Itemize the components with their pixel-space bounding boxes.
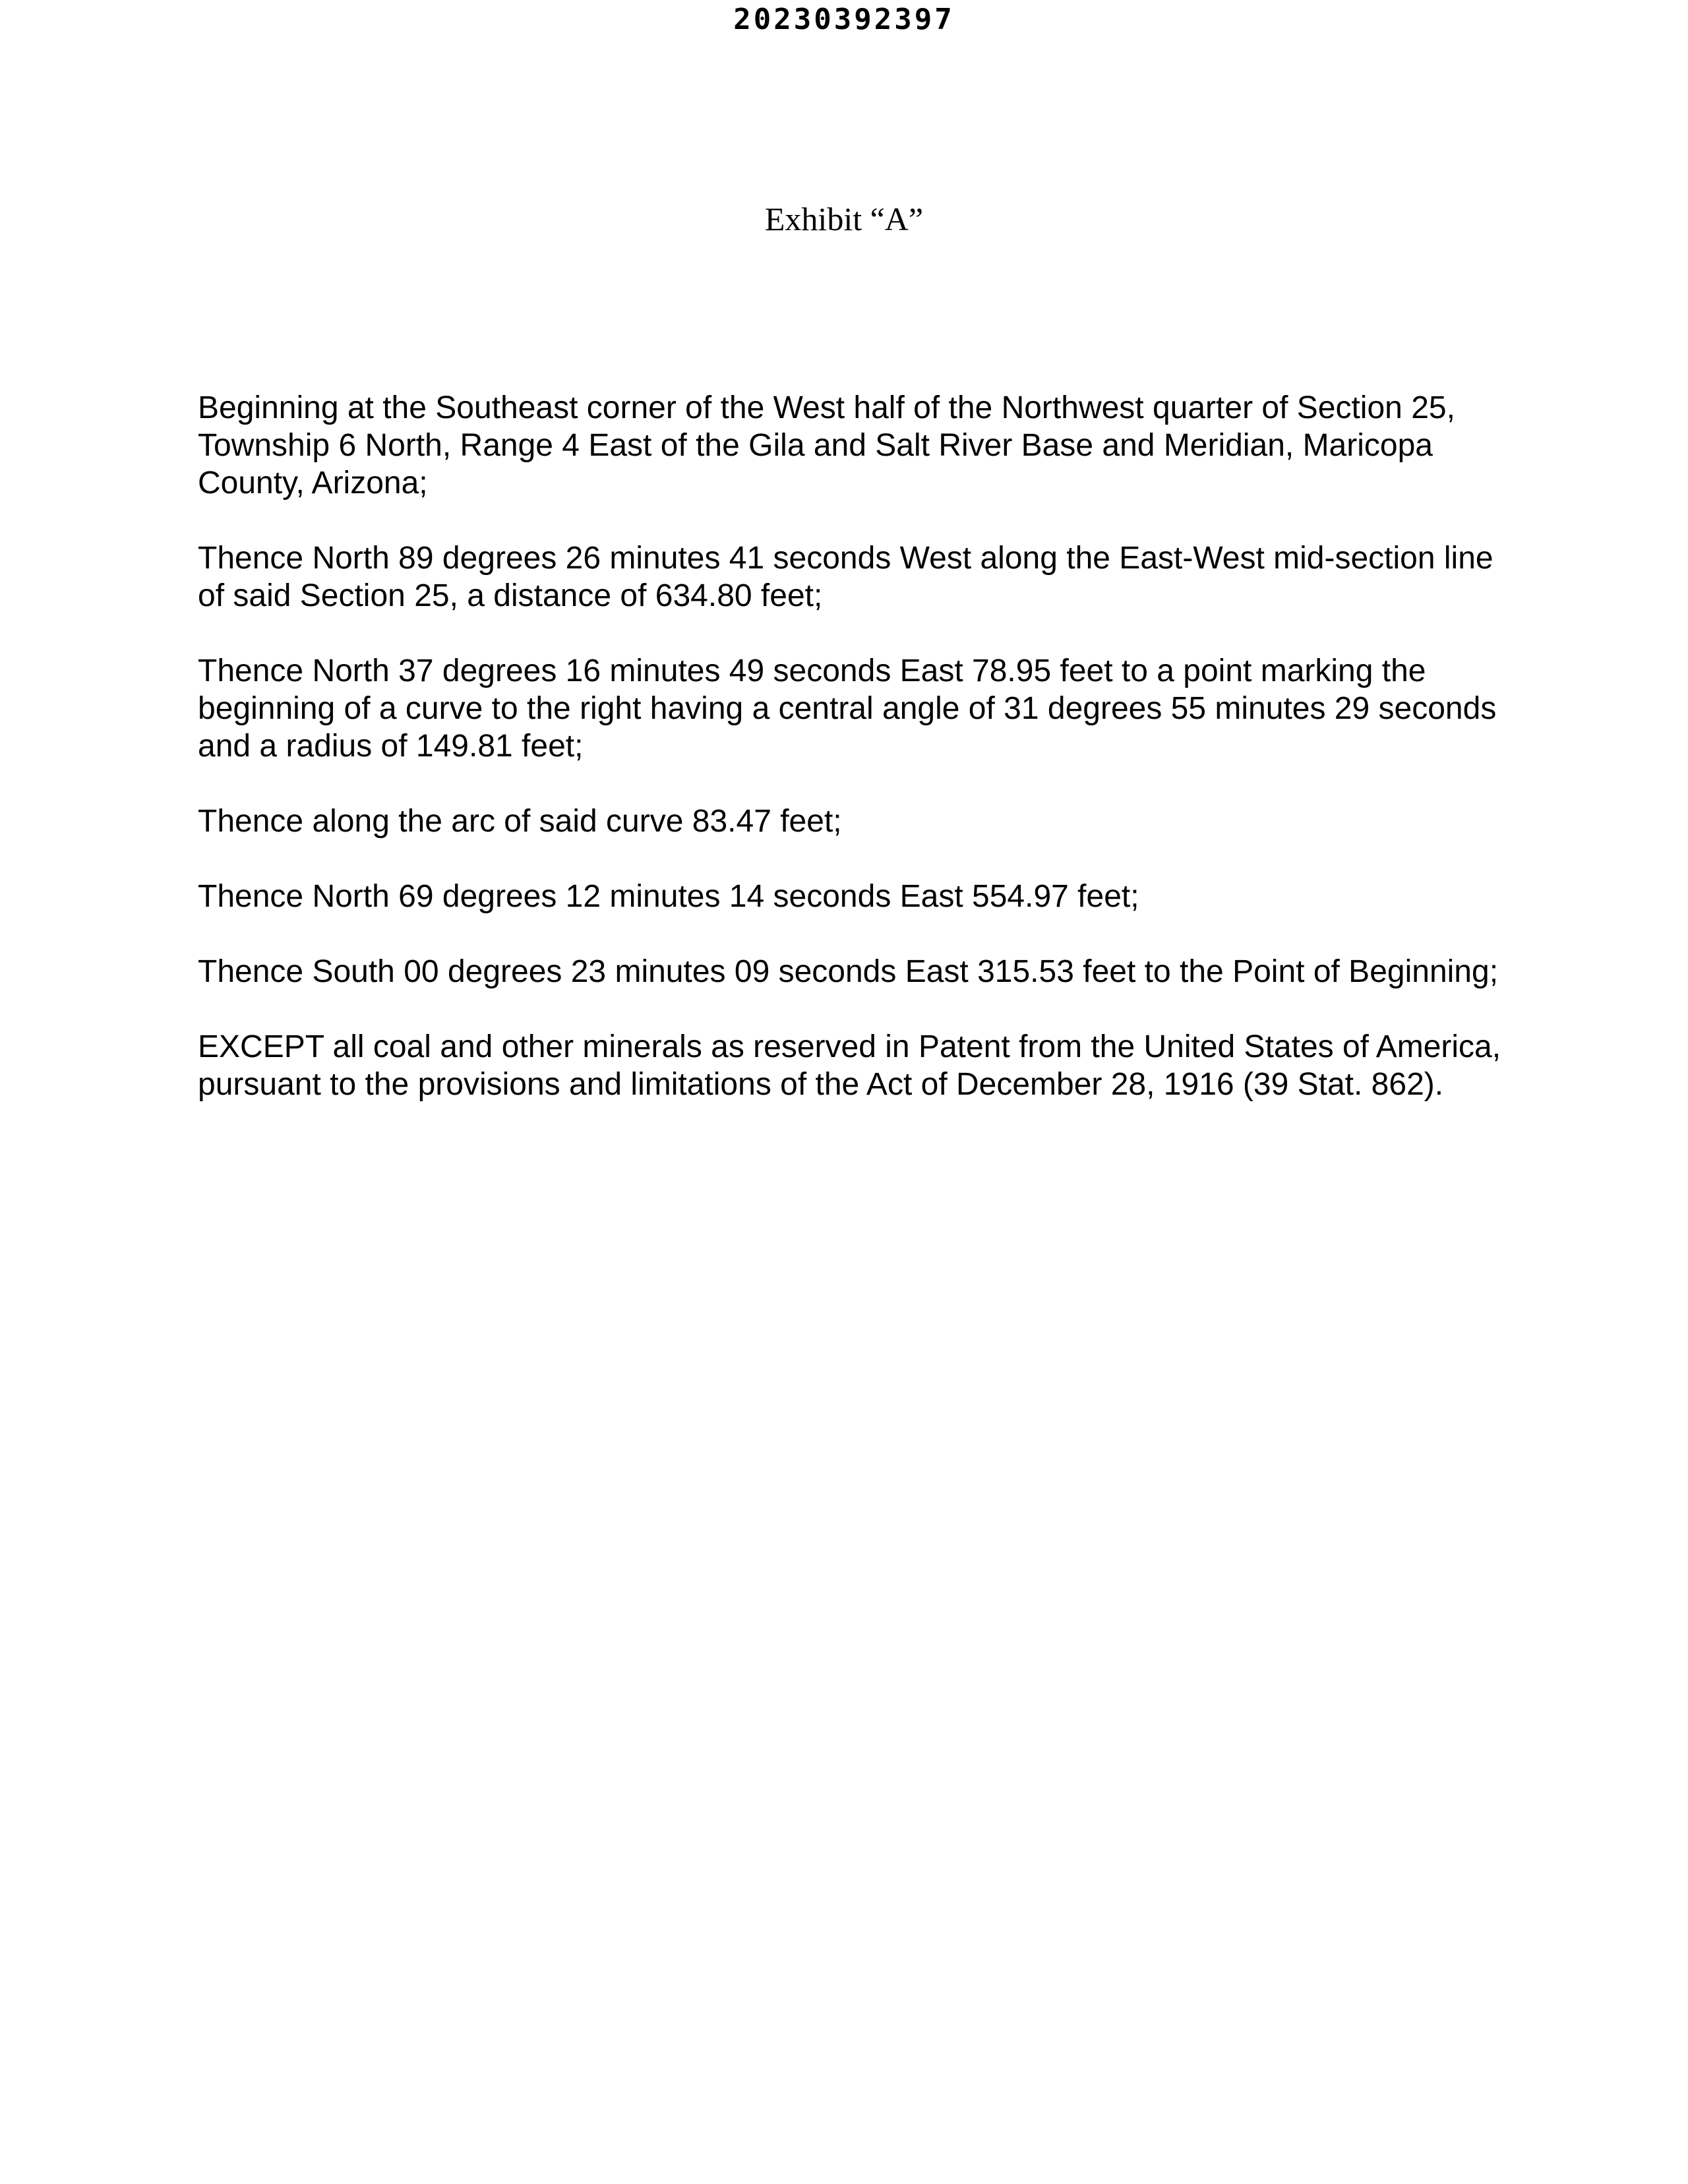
paragraph-point-of-beginning: Beginning at the Southeast corner of the West half of the Northwest quarter of Section 25, Township 6 North, Range 4 East of the Gila and Salt River Base and Meridian, Maricopa County, Arizona; (198, 390, 1455, 501)
exhibit-title: Exhibit “A” (764, 200, 924, 237)
paragraph-course-5: Thence South 00 degrees 23 minutes 09 seconds East 315.53 feet to the Point of Beginning; (198, 954, 1499, 989)
paragraph-course-1: Thence North 89 degrees 26 minutes 41 seconds West along the East-West mid-section line of said Section 25, a distance of 634.80 feet; (198, 541, 1493, 613)
paragraph-course-4: Thence North 69 degrees 12 minutes 14 seconds East 554.97 feet; (198, 879, 1139, 914)
legal-description (198, 389, 1510, 1141)
paragraph-exception: EXCEPT all coal and other minerals as reserved in Patent from the United States of America, pursuant to the provisions and limitations of the Act of December 28, 1916 (39 Stat. 862). (198, 1029, 1501, 1102)
recording-number: 20230392397 (733, 3, 955, 36)
paragraph-course-3: Thence along the arc of said curve 83.47 feet; (198, 804, 842, 839)
paragraph-course-2: Thence North 37 degrees 16 minutes 49 seconds East 78.95 feet to a point marking the beginning of a curve to the right having a central angle of 31 degrees 55 minutes 29 seconds and a radius of 149.81 feet; (198, 653, 1497, 764)
